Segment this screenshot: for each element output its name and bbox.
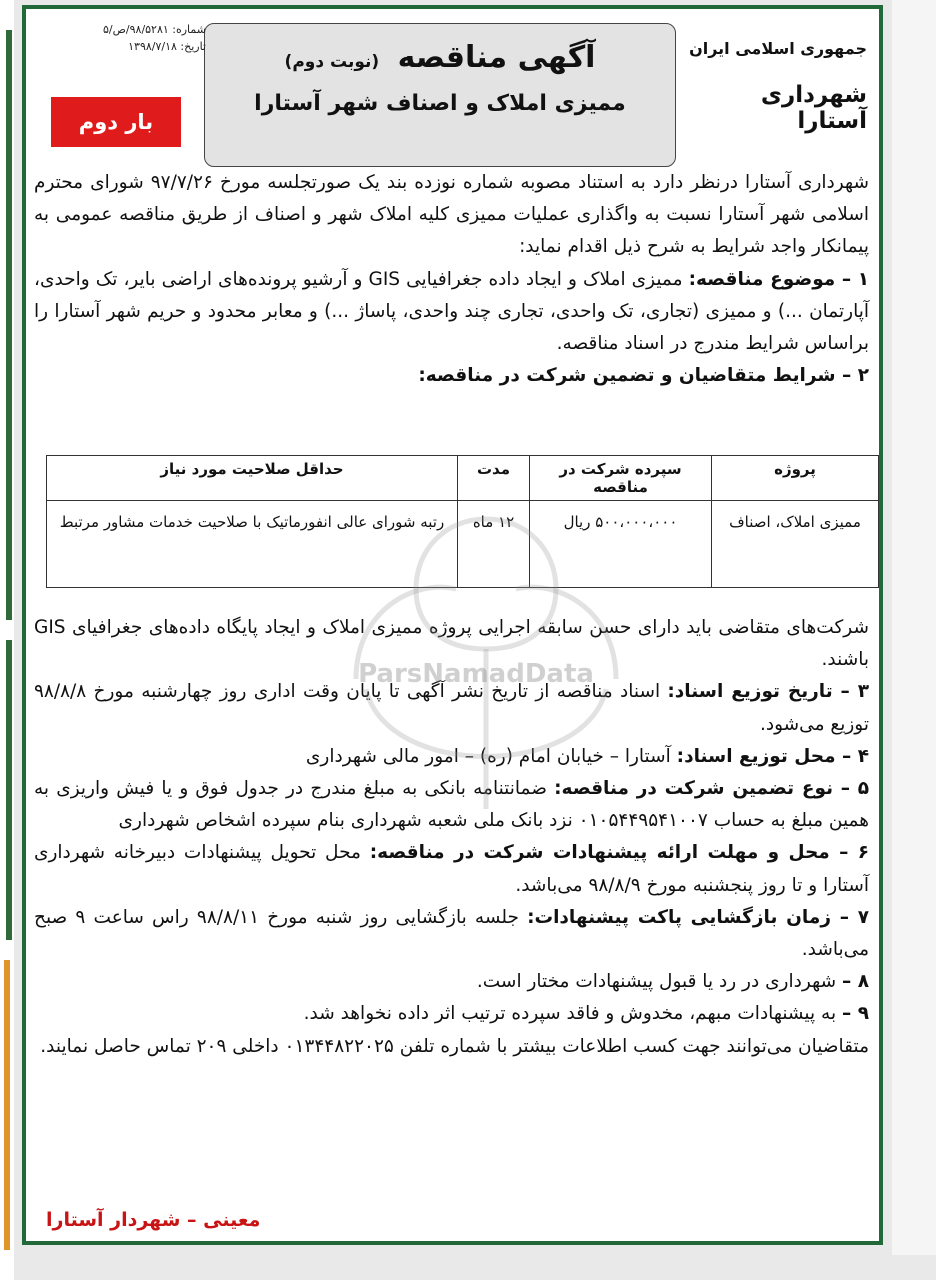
item-4-heading: ۴ – محل توزیع اسناد: <box>676 745 869 767</box>
col-duration: مدت <box>458 456 530 501</box>
body-bottom <box>34 612 869 1063</box>
item-8-text: شهرداری در رد یا قبول پیشنهادات مختار است. <box>476 971 842 993</box>
tender-table <box>46 455 879 588</box>
item-3-heading: ۳ – تاریخ توزیع اسناد: <box>667 681 869 703</box>
municipality-label: شهرداری آستارا <box>760 82 867 134</box>
left-edge-orange-bar <box>4 960 10 1250</box>
title-line <box>205 40 675 75</box>
table-header-row <box>47 456 879 501</box>
left-edge-green-bar-2 <box>6 640 12 940</box>
cell-duration: ۱۲ ماه <box>458 501 530 588</box>
left-edge-green-bar <box>6 30 12 620</box>
item-6 <box>34 837 869 901</box>
table-row <box>47 501 879 588</box>
left-page-edge <box>0 0 14 1280</box>
watermark-text: ParsNamadData <box>358 659 594 689</box>
item-9-heading: ۹ – <box>842 1003 869 1025</box>
cell-project: ممیزی املاک، اصناف <box>712 501 879 588</box>
col-qualification: حداقل صلاحیت مورد نیاز <box>47 456 458 501</box>
issuer-block <box>687 39 867 134</box>
second-time-badge: بار دوم <box>51 97 181 147</box>
item-7-text: جلسه بازگشایی روز شنبه مورخ ۹۸/۸/۱۱ راس ساعت ۹ صبح می‌باشد. <box>34 906 869 961</box>
republic-label: جمهوری اسلامی ایران <box>689 39 867 58</box>
intro-paragraph: شهرداری آستارا درنظر دارد به استناد مصوبه شماره نوزده بند یک صورتجلسه مورخ ۹۷/۷/۲۶ شورای محترم اسلامی شهر آستارا نسبت به واگذاری عملیات ممیزی کلیه املاک شهر و اصناف از طریق مناقصه عمومی به پیمانکار واجد شرایط به شرح ذیل اقدام نماید: <box>34 172 870 258</box>
announcement-document <box>26 9 879 1241</box>
item-4 <box>34 741 869 773</box>
item-2-heading: ۲ – شرایط متقاضیان و تضمین شرکت در مناقصه: <box>418 365 869 387</box>
item-4-text: آستارا – خیابان امام (ره) – امور مالی شهرداری <box>305 745 677 767</box>
reference-block <box>36 21 206 55</box>
item-5-heading: ۵ – نوع تضمین شرکت در مناقصه: <box>554 778 869 800</box>
round-label: (نوبت دوم) <box>284 52 380 72</box>
item-9-text: به پیشنهادات مبهم، مخدوش و فاقد سپرده ترتیب اثر داده نخواهد شد. <box>303 1003 842 1025</box>
item-1-heading: ۱ – موضوع مناقصه: <box>688 268 869 290</box>
item-8 <box>34 966 869 998</box>
letter-number: شماره: ۹۸/۵۲۸۱/ص/۵ <box>102 23 206 36</box>
announcement-subtitle: ممیزی املاک و اصناف شهر آستارا <box>254 91 626 116</box>
title-box <box>204 23 676 167</box>
right-page-edge <box>892 0 936 1255</box>
signature: معینی – شهردار آستارا <box>46 1209 261 1231</box>
companies-paragraph: شرکت‌های متقاضی باید دارای حسن سابقه اجرایی پروژه ممیزی املاک و ایجاد پایگاه داده‌های جغرافیای GIS باشند. <box>34 617 869 671</box>
item-7-heading: ۷ – زمان بازگشایی پاکت پیشنهادات: <box>527 906 870 928</box>
col-deposit: سپرده شرکت در مناقصه <box>530 456 712 501</box>
item-8-heading: ۸ – <box>842 971 869 993</box>
item-7 <box>34 902 869 966</box>
item-1-text: ممیزی املاک و ایجاد داده جغرافیایی GIS و آرشیو پرونده‌های اراضی بایر، تک واحدی، آپارتمان ...) و ممیزی (تجاری، تک واحدی، تجاری چند واحدی، پاساژ ...) و معابر محدود و حریم شهر آستارا را براساس شرایط مندرج در اسناد مناقصه. <box>34 268 869 355</box>
item-5-text: ضمانتنامه بانکی به مبلغ مندرج در جدول فوق و یا فیش واریزی به همین مبلغ به حساب ۰۱۰۵۴۴۹۵۴۱۰۰۷ نزد بانک ملی شعبه شهرداری بنام سپرده اشخاص شهرداری <box>34 778 869 832</box>
item-3-text: اسناد مناقصه از تاریخ نشر آگهی تا پایان وقت اداری روز چهارشنبه مورخ ۹۸/۸/۸ توزیع می‌شود. <box>34 681 869 735</box>
letter-date: تاریخ: ۱۳۹۸/۷/۱۸ <box>128 40 206 53</box>
announcement-frame <box>22 5 883 1245</box>
item-3 <box>34 676 869 740</box>
cell-deposit: ۵۰۰،۰۰۰،۰۰۰ ریال <box>530 501 712 588</box>
col-project: پروژه <box>712 456 879 501</box>
item-1 <box>34 264 869 361</box>
body-top <box>34 167 869 392</box>
item-9 <box>34 998 869 1030</box>
item-6-heading: ۶ – محل و مهلت ارائه پیشنهادات شرکت در مناقصه: <box>369 842 869 864</box>
item-5 <box>34 773 869 837</box>
cell-qualification: رتبه شورای عالی انفورماتیک با صلاحیت خدمات مشاور مرتبط <box>47 501 458 588</box>
item-6-text: محل تحویل پیشنهادات دبیرخانه شهرداری آستارا و تا روز پنجشنبه مورخ ۹۸/۸/۹ می‌باشد. <box>34 842 869 896</box>
item-2 <box>34 360 869 392</box>
announcement-title: آگهی مناقصه <box>397 40 596 75</box>
contact-paragraph: متقاضیان می‌توانند جهت کسب اطلاعات بیشتر با شماره تلفن ۰۱۳۴۴۸۲۲۰۲۵ داخلی ۲۰۹ تماس حاصل نمایند. <box>40 1035 869 1057</box>
